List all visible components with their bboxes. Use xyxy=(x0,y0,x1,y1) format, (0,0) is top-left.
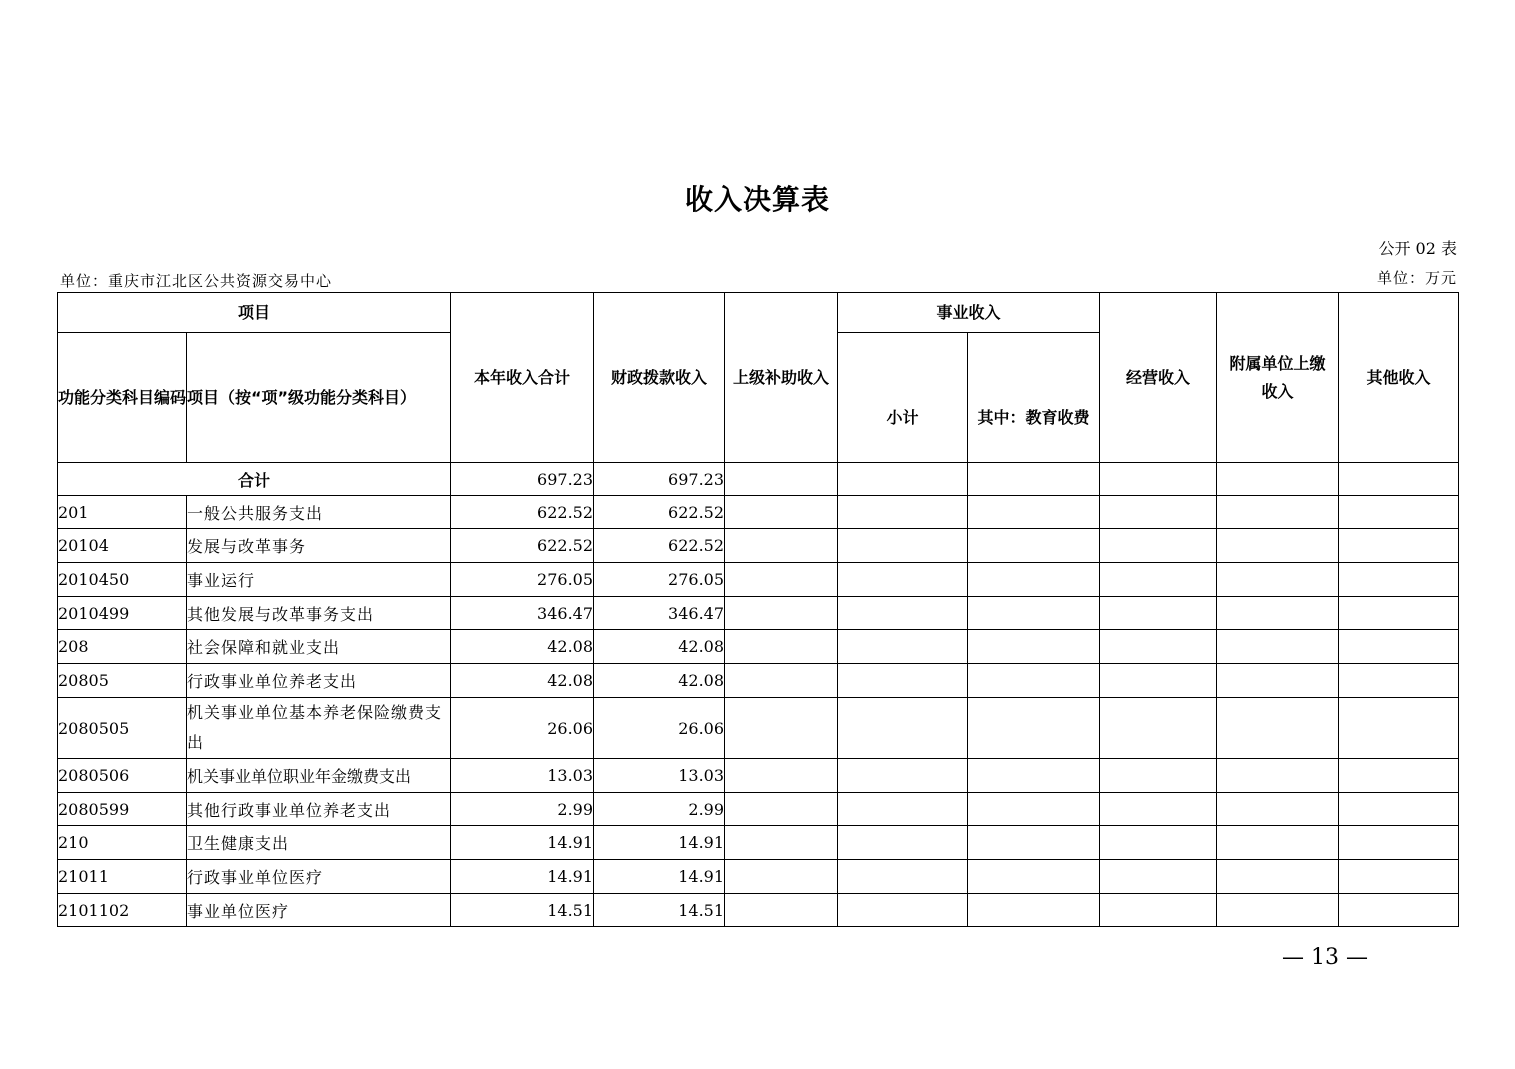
row-total: 2.99 xyxy=(451,793,594,826)
row-code: 210 xyxy=(58,826,187,860)
reporting-unit: 单位：重庆市江北区公共资源交易中心 xyxy=(60,272,333,290)
row-fiscal: 42.08 xyxy=(594,664,725,698)
row-code: 2010499 xyxy=(58,597,187,630)
header-operating: 经营收入 xyxy=(1100,293,1217,463)
header-item-group: 项目 xyxy=(58,293,451,333)
currency-unit: 单位：万元 xyxy=(1376,269,1457,287)
row-name: 其他行政事业单位养老支出 xyxy=(187,793,451,826)
table-row xyxy=(58,826,1459,860)
row-total: 14.91 xyxy=(451,826,594,860)
row-code: 2080505 xyxy=(58,698,187,759)
row-fiscal: 13.03 xyxy=(594,759,725,793)
table-row xyxy=(58,630,1459,664)
table-row xyxy=(58,860,1459,894)
table-row xyxy=(58,496,1459,529)
row-code: 2101102 xyxy=(58,894,187,927)
row-code: 2080506 xyxy=(58,759,187,793)
header-code: 功能分类科目编码 xyxy=(58,333,187,463)
row-total: 42.08 xyxy=(451,630,594,664)
header-total-income: 本年收入合计 xyxy=(451,293,594,463)
header-affiliated: 附属单位上缴收入 xyxy=(1217,293,1339,463)
row-fiscal: 14.91 xyxy=(594,860,725,894)
row-fiscal: 26.06 xyxy=(594,698,725,759)
table-row xyxy=(58,759,1459,793)
row-name: 事业运行 xyxy=(187,563,451,597)
row-code: 20805 xyxy=(58,664,187,698)
table-row xyxy=(58,664,1459,698)
header-other: 其他收入 xyxy=(1339,293,1459,463)
page-number: — 13 — xyxy=(1282,945,1368,970)
row-name: 机关事业单位基本养老保险缴费支出 xyxy=(187,698,451,759)
total-income-value: 697.23 xyxy=(451,463,594,496)
row-fiscal: 622.52 xyxy=(594,529,725,563)
header-item-name: 项目（按“项”级功能分类科目） xyxy=(187,333,451,463)
table-row xyxy=(58,529,1459,563)
row-name: 机关事业单位职业年金缴费支出 xyxy=(187,759,451,793)
row-total: 42.08 xyxy=(451,664,594,698)
row-name: 其他发展与改革事务支出 xyxy=(187,597,451,630)
row-total: 622.52 xyxy=(451,496,594,529)
row-fiscal: 14.51 xyxy=(594,894,725,927)
header-education: 其中：教育收费 xyxy=(968,333,1100,463)
row-code: 21011 xyxy=(58,860,187,894)
row-code: 2080599 xyxy=(58,793,187,826)
row-name: 卫生健康支出 xyxy=(187,826,451,860)
header-subtotal: 小计 xyxy=(838,333,968,463)
row-total: 622.52 xyxy=(451,529,594,563)
total-row xyxy=(58,463,1459,496)
row-code: 201 xyxy=(58,496,187,529)
row-total: 26.06 xyxy=(451,698,594,759)
header-superior: 上级补助收入 xyxy=(725,293,838,463)
row-fiscal: 346.47 xyxy=(594,597,725,630)
row-total: 14.91 xyxy=(451,860,594,894)
table-row xyxy=(58,563,1459,597)
table-row xyxy=(58,597,1459,630)
row-name: 社会保障和就业支出 xyxy=(187,630,451,664)
row-total: 13.03 xyxy=(451,759,594,793)
row-fiscal: 276.05 xyxy=(594,563,725,597)
row-name: 行政事业单位养老支出 xyxy=(187,664,451,698)
row-fiscal: 42.08 xyxy=(594,630,725,664)
page-title: 收入决算表 xyxy=(684,183,830,216)
table-row xyxy=(58,698,1459,759)
row-fiscal: 622.52 xyxy=(594,496,725,529)
row-total: 346.47 xyxy=(451,597,594,630)
row-code: 20104 xyxy=(58,529,187,563)
row-total: 14.51 xyxy=(451,894,594,927)
header-fiscal: 财政拨款收入 xyxy=(594,293,725,463)
row-fiscal: 2.99 xyxy=(594,793,725,826)
row-name: 发展与改革事务 xyxy=(187,529,451,563)
row-code: 208 xyxy=(58,630,187,664)
income-table xyxy=(57,292,1459,927)
row-total: 276.05 xyxy=(451,563,594,597)
row-name: 事业单位医疗 xyxy=(187,894,451,927)
row-name: 一般公共服务支出 xyxy=(187,496,451,529)
table-row xyxy=(58,793,1459,826)
total-fiscal-value: 697.23 xyxy=(594,463,725,496)
row-name: 行政事业单位医疗 xyxy=(187,860,451,894)
row-fiscal: 14.91 xyxy=(594,826,725,860)
form-number: 公开 02 表 xyxy=(1378,239,1457,258)
total-label: 合计 xyxy=(58,463,451,496)
row-code: 2010450 xyxy=(58,563,187,597)
header-business-group: 事业收入 xyxy=(838,293,1100,333)
table-row xyxy=(58,894,1459,927)
